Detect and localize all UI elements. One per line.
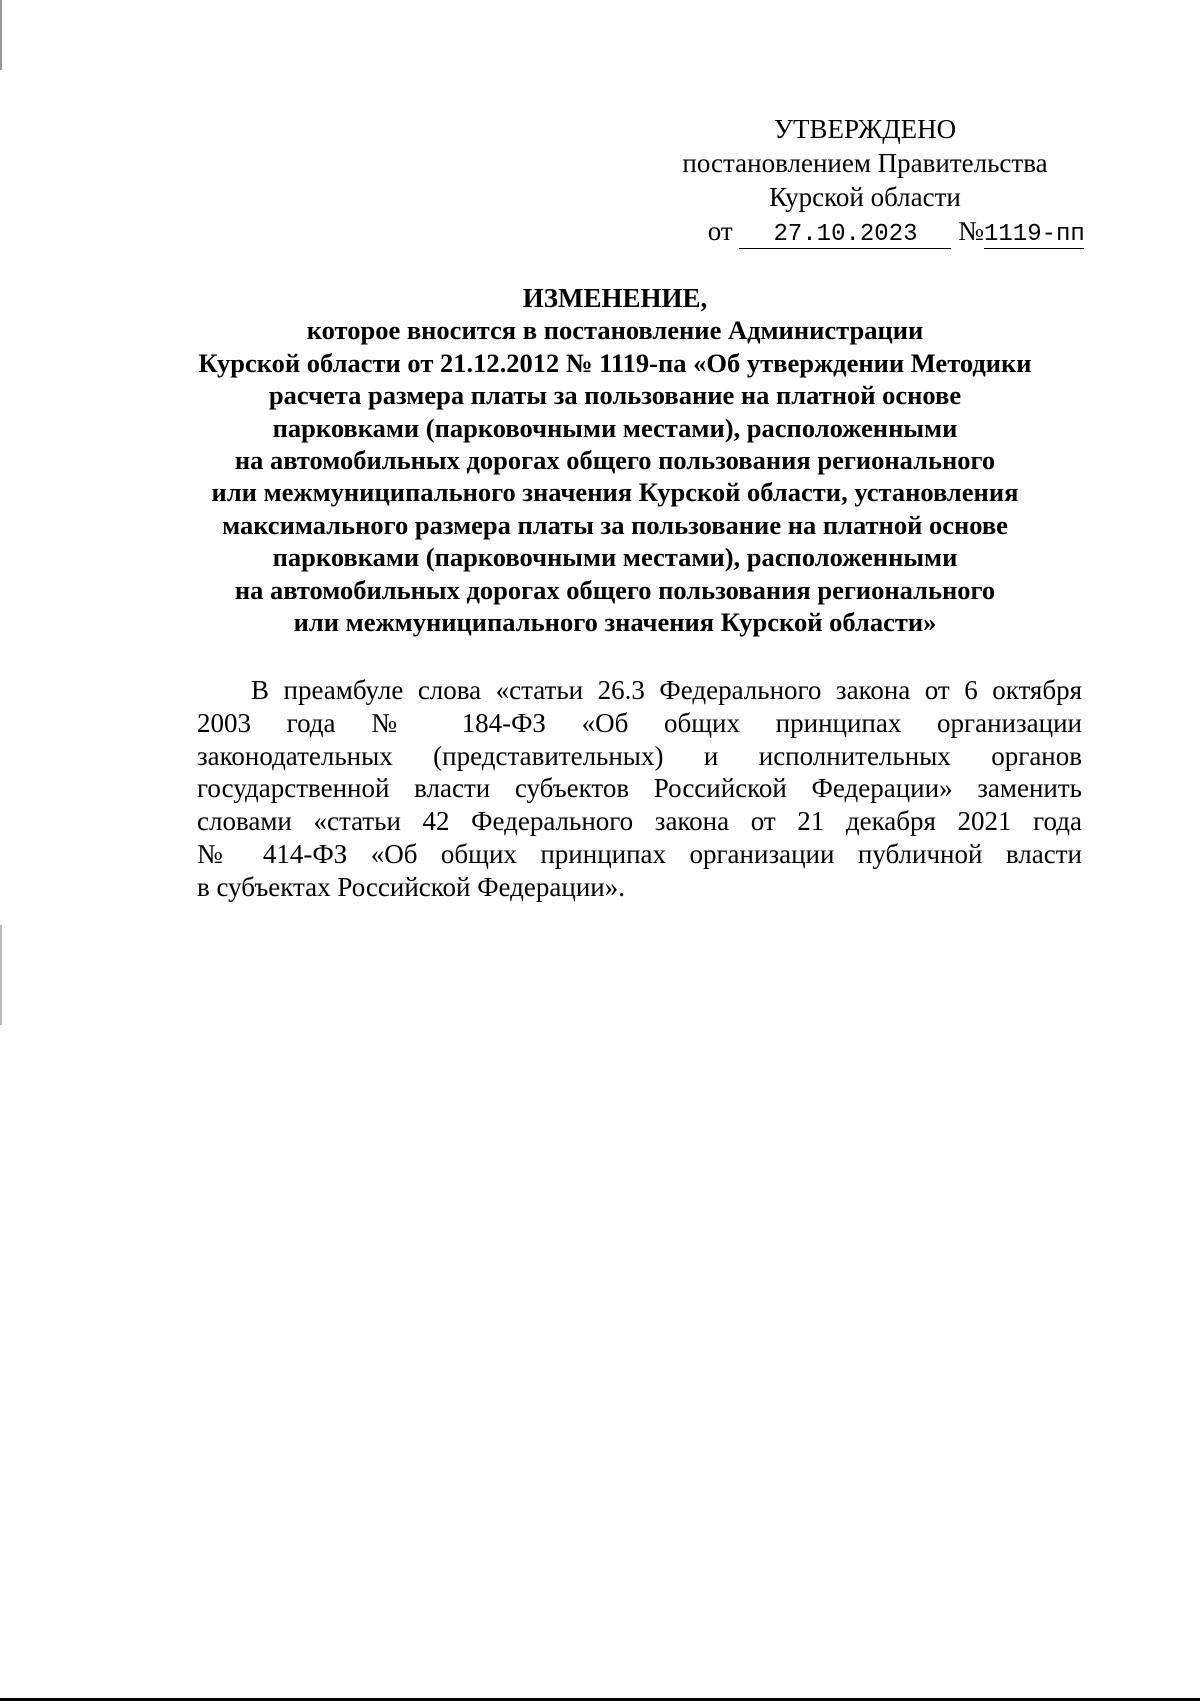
body-line: № 414-ФЗ «Об общих принципах организации публичной власти: [197, 838, 1082, 869]
title-line: или межмуниципального значения Курской области, установления: [211, 477, 1019, 508]
title-line: или межмуниципального значения Курской области»: [293, 607, 937, 638]
approval-number: 1119-пп: [984, 221, 1085, 248]
approval-heading: УТВЕРЖДЕНО: [773, 114, 957, 144]
body-line: 2003 года № 184-ФЗ «Об общих принципах организации: [197, 707, 1082, 738]
body-line: в субъектах Российской Федерации».: [197, 871, 625, 902]
title-line: Курской области от 21.12.2012 № 1119-па «Об утверждении Методики: [198, 347, 1032, 378]
title-line: расчета размера платы за пользование на платной основе: [268, 380, 962, 411]
title-line: на автомобильных дорогах общего пользования регионального: [234, 574, 996, 605]
title-line: парковками (парковочными местами), расположенными: [272, 412, 958, 443]
title-line: которое вносится в постановление Администрации: [306, 315, 924, 346]
approval-date-number: [640, 214, 1090, 249]
date-prefix: от: [707, 216, 733, 246]
body-line: законодательных (представительных) и исполнительных органов: [197, 740, 1082, 771]
approval-line: Курской области: [769, 182, 961, 212]
document-title: [150, 282, 1080, 638]
number-prefix: №: [958, 216, 984, 246]
title-heading: ИЗМЕНЕНИЕ,: [522, 283, 708, 313]
title-line: парковками (парковочными местами), расположенными: [272, 542, 958, 573]
scan-edge-mark: [0, 0, 2, 70]
body-line: В преамбуле слова «статьи 26.3 Федерального закона от 6 октября: [251, 675, 1082, 705]
body-line: словами «статьи 42 Федерального закона от 21 декабря 2021 года: [197, 806, 1082, 837]
body-paragraph: [197, 674, 1082, 904]
title-line: на автомобильных дорогах общего пользования регионального: [234, 445, 996, 476]
body-line: государственной власти субъектов Российской Федерации» заменить: [197, 773, 1082, 804]
approval-stamp: [640, 112, 1090, 249]
scan-edge-mark: [0, 925, 2, 1025]
approval-line: постановлением Правительства: [682, 148, 1048, 178]
title-line: максимального размера платы за пользование на платной основе: [222, 509, 1008, 540]
approval-date: 27.10.2023: [739, 222, 951, 249]
